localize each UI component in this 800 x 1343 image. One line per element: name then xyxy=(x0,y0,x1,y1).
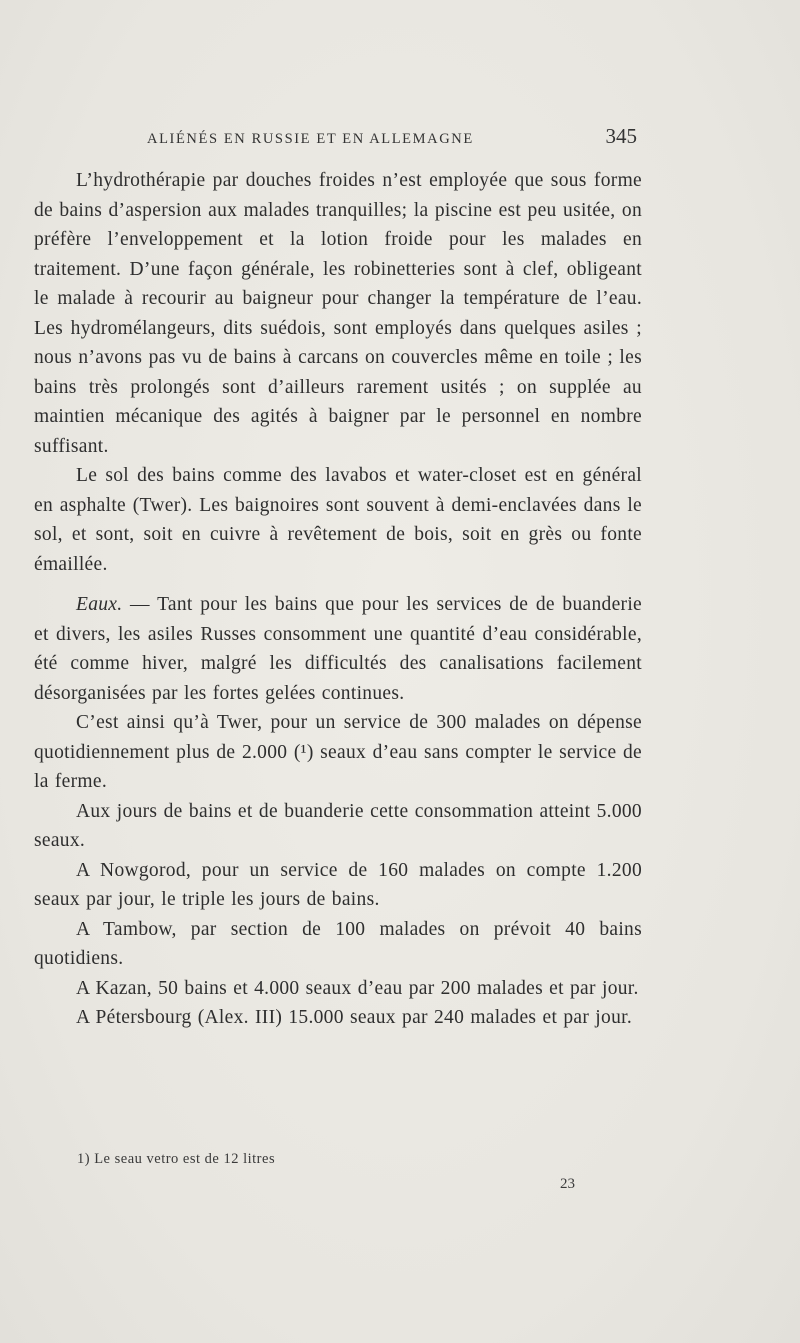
paragraph-petersbourg xyxy=(34,1003,642,1033)
paragraph-nowgorod xyxy=(34,856,642,915)
paragraph-text: C’est ainsi qu’à Twer, pour un service de 300 malades on dépense quotidiennement plus de 2.000 (¹) seaux d’eau sans compter le service de la ferme. xyxy=(34,712,642,792)
paragraph-text: A Tambow, par section de 100 malades on prévoit 40 bains quotidiens. xyxy=(34,918,642,969)
paragraph-text: — Tant pour les bains que pour les services de de buanderie et divers, les asiles Russes consomment une quantité d’eau considérable, été comme hiver, malgré les difficultés des canalisations facilement désorganisées par les fortes gelées continues. xyxy=(34,594,642,704)
footnote: 1) Le seau vetro est de 12 litres xyxy=(77,1151,276,1167)
paragraph-text: A Kazan, 50 bains et 4.000 seaux d’eau par 200 malades et par jour. xyxy=(76,977,639,999)
paragraph-hydrotherapy xyxy=(34,166,642,461)
paragraph-eaux xyxy=(34,590,642,708)
paragraph-text: L’hydrothérapie par douches froides n’est employée que sous forme de bains d’aspersion aux malades tranquilles; la piscine est peu usitée, on préfère l’enveloppement et la lotion froide pour les malades en traitement. D’une façon générale, les robinetteries sont à clef, obligeant le malade à recourir au baigneur pour changer la température de l’eau. Les hydromélangeurs, dits suédois, sont employés dans quelques asiles ; nous n’avons pas vu de bains à carcans on couvercles même en toile ; les bains très prolongés sont d’ailleurs rarement usités ; on supplée au maintien mécanique des agités à baigner par le personnel en nombre suffisant. xyxy=(34,170,642,457)
body-text xyxy=(34,166,642,1033)
page-number: 345 xyxy=(605,124,637,148)
paragraph-text: Le sol des bains comme des lavabos et water-closet est en général en asphalte (Twer). Les baignoires sont souvent à demi-enclavées dans le sol, et sont, soit en cuivre à revêtement de bois, soit en grès ou fonte émaillée. xyxy=(34,465,642,575)
paragraph-tambow xyxy=(34,915,642,974)
paragraph-bath-floor xyxy=(34,461,642,579)
paragraph-kazan xyxy=(34,974,642,1004)
section-lead: Eaux. xyxy=(76,594,123,615)
running-title: ALIÉNÉS EN RUSSIE ET EN ALLEMAGNE xyxy=(147,131,474,147)
paragraph-consumption xyxy=(34,797,642,856)
paragraph-text: A Pétersbourg (Alex. III) 15.000 seaux par 240 malades et par jour. xyxy=(76,1007,633,1028)
paragraph-text: Aux jours de bains et de buanderie cette consommation atteint 5.000 seaux. xyxy=(34,800,642,851)
signature-mark: 23 xyxy=(560,1176,575,1192)
paragraph-twer xyxy=(34,708,642,797)
running-head xyxy=(147,124,637,154)
paragraph-text: A Nowgorod, pour un service de 160 malades on compte 1.200 seaux par jour, le triple les jours de bains. xyxy=(34,859,642,910)
